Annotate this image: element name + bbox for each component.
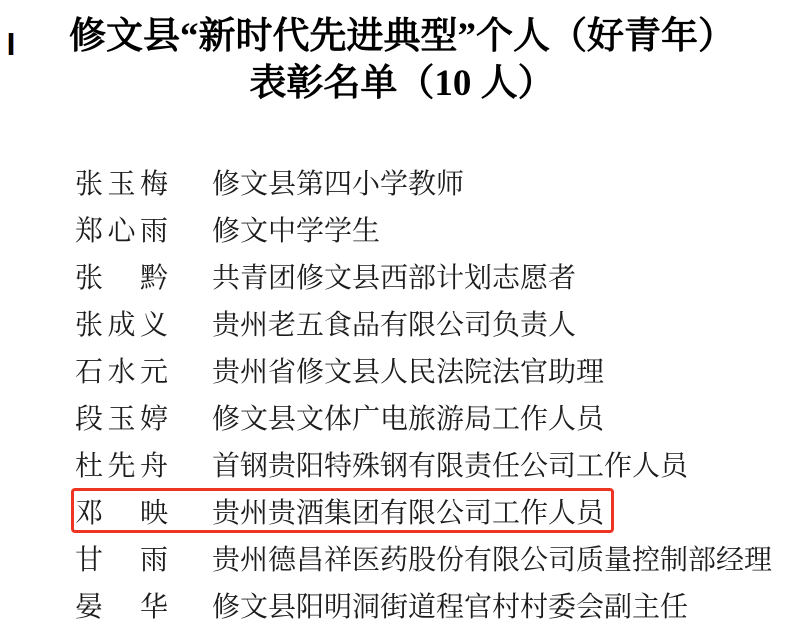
list-item [75,581,688,628]
person-description: 修文县第四小学教师 [212,168,465,200]
person-description: 首钢贵阳特殊钢有限责任公司工作人员 [212,450,689,482]
person-name: 张 玉 梅 [75,168,168,200]
person-description: 修文县阳明洞街道程官村村委会副主任 [212,591,689,623]
person-name: 杜 先 舟 [75,450,168,482]
person-description: 共青团修文县西部计划志愿者 [212,262,577,294]
list-item [75,534,772,581]
person-name: 段 玉 婷 [75,403,168,435]
list-item [75,205,380,252]
document-title-line2: 表彰名单（10 人） [249,63,555,104]
list-item [75,158,464,205]
list-item [75,393,604,440]
person-description: 贵州省修文县人民法院法官助理 [212,356,605,388]
person-name: 张 黔 [75,262,168,294]
list-item [75,346,604,393]
person-description: 修文中学学生 [212,215,381,247]
person-name: 邓 映 [75,497,168,529]
document-title-line1: 修文县“新时代先进典型”个人（好青年） [69,16,735,57]
list-item [75,440,688,487]
document-title [0,13,804,107]
person-description: 贵州老五食品有限公司负责人 [212,309,577,341]
person-name: 张 成 义 [75,309,168,341]
person-description: 贵州贵酒集团有限公司工作人员 [212,497,605,529]
person-name: 郑 心 雨 [75,215,168,247]
list-item [75,252,576,299]
person-name: 石 水 元 [75,356,168,388]
list-item [75,299,576,346]
person-description: 贵州德昌祥医药股份有限公司质量控制部经理 [212,544,773,576]
person-description: 修文县文体广电旅游局工作人员 [212,403,605,435]
roster-list [75,158,772,628]
list-item [75,487,604,534]
person-name: 甘 雨 [75,544,168,576]
person-name: 晏 华 [75,591,168,623]
